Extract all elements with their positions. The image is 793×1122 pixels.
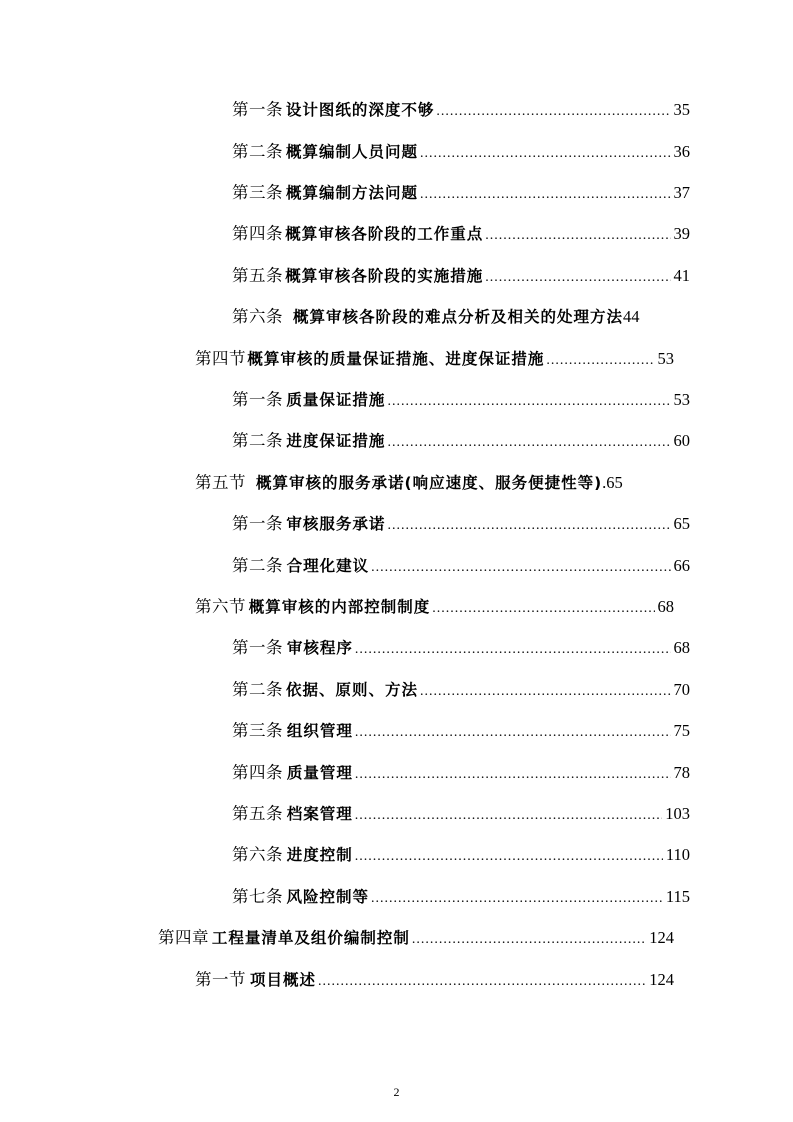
toc-entry-number: 第二条 — [232, 556, 283, 575]
toc-entry[interactable] — [195, 347, 674, 371]
toc-entry-number: 第四节 — [195, 349, 246, 368]
toc-entry-title: 概算审核的服务承诺(响应速度、服务便捷性等) — [256, 474, 603, 492]
toc-entry[interactable] — [232, 636, 690, 660]
toc-leader-dots — [485, 266, 670, 290]
toc-leader-dots — [432, 597, 654, 621]
toc-entry-number: 第五条 — [232, 804, 283, 823]
toc-entry-title: 进度保证措施 — [286, 432, 386, 450]
toc-entry-page: 37 — [673, 183, 690, 202]
toc-entry-page: 44 — [623, 307, 640, 326]
toc-leader-dots — [318, 970, 646, 994]
toc-entry-page: 103 — [665, 804, 690, 823]
toc-entry-page: 110 — [665, 845, 690, 864]
toc-entry-page: 75 — [673, 721, 690, 740]
toc-entry-number: 第二条 — [232, 431, 283, 450]
toc-entry-title: 项目概述 — [249, 971, 316, 989]
toc-entry[interactable] — [232, 885, 690, 909]
toc-leader-dots — [387, 431, 670, 455]
toc-entry-number: 第三条 — [232, 183, 283, 202]
toc-leader-dots — [387, 514, 670, 538]
toc-entry-page: 124 — [649, 928, 674, 947]
toc-leader-dots — [485, 224, 670, 248]
toc-entry-title: 质量保证措施 — [286, 391, 386, 409]
toc-entry-title: 依据、原则、方法 — [286, 681, 419, 699]
toc-entry-page: .65 — [602, 473, 623, 492]
toc-entry-title: 组织管理 — [286, 722, 353, 740]
toc-entry-title: 概算审核各阶段的实施措施 — [285, 267, 484, 285]
toc-entry-number: 第七条 — [232, 887, 283, 906]
toc-entry[interactable] — [232, 98, 690, 122]
toc-entry-number: 第一条 — [232, 638, 283, 657]
toc-entry[interactable] — [232, 554, 690, 578]
toc-leader-dots — [355, 845, 663, 869]
toc-entry-number: 第五条 — [232, 266, 283, 285]
toc-entry-title: 审核程序 — [286, 639, 353, 657]
toc-entry-page: 68 — [657, 597, 674, 616]
toc-entry-title: 质量管理 — [286, 764, 353, 782]
toc-entry-title: 概算编制方法问题 — [286, 184, 419, 202]
toc-entry-title: 工程量清单及组价编制控制 — [211, 929, 410, 947]
toc-entry[interactable] — [232, 140, 690, 164]
toc-entry-number: 第六节 — [195, 597, 246, 616]
toc-entry-page: 53 — [657, 349, 674, 368]
toc-entry-page: 39 — [673, 224, 690, 243]
toc-entry-title: 风险控制等 — [286, 888, 370, 906]
toc-entry[interactable] — [232, 264, 690, 288]
toc-entry-page: 68 — [673, 638, 690, 657]
toc-entry-page: 66 — [673, 556, 690, 575]
toc-entry[interactable] — [232, 719, 690, 743]
toc-leader-dots — [355, 638, 671, 662]
toc-entry-page: 36 — [673, 142, 690, 161]
toc-entry-page: 53 — [673, 390, 690, 409]
toc-entry[interactable] — [232, 388, 690, 412]
toc-entry-page: 41 — [673, 266, 690, 285]
toc-entry-page: 35 — [673, 100, 690, 119]
toc-entry-page: 78 — [673, 763, 690, 782]
toc-entry-title: 设计图纸的深度不够 — [285, 101, 435, 119]
toc-leader-dots — [355, 763, 671, 787]
toc-entry-title: 概算审核各阶段的工作重点 — [285, 225, 484, 243]
toc-entry-title: 概算编制人员问题 — [286, 143, 419, 161]
toc-entry-number: 第一条 — [232, 390, 283, 409]
toc-leader-dots — [371, 556, 670, 580]
toc-entry-number: 第一条 — [232, 514, 283, 533]
toc-entry[interactable] — [232, 678, 690, 702]
toc-entry-title: 进度控制 — [286, 846, 353, 864]
footer-page-number: 2 — [393, 1085, 400, 1099]
toc-entry-title: 合理化建议 — [286, 557, 370, 575]
toc-leader-dots — [412, 928, 646, 952]
toc-entry-number: 第四条 — [232, 763, 283, 782]
toc-entry-number: 第一节 — [195, 970, 246, 989]
toc-entry[interactable] — [232, 761, 690, 785]
toc-entry-number: 第三条 — [232, 721, 283, 740]
toc-leader-dots — [420, 680, 670, 704]
toc-entry[interactable] — [195, 968, 674, 992]
toc-entry[interactable] — [195, 471, 674, 495]
toc-entry-number: 第四条 — [232, 224, 283, 243]
toc-leader-dots — [355, 804, 663, 828]
toc-entry[interactable] — [232, 843, 690, 867]
toc-entry-page: 60 — [673, 431, 690, 450]
toc-entry-number: 第四章 — [158, 928, 209, 947]
toc-entry-number: 第二条 — [232, 680, 283, 699]
toc-leader-dots — [387, 390, 670, 414]
toc-entry[interactable] — [232, 512, 690, 536]
toc-entry[interactable] — [232, 181, 690, 205]
toc-entry-number: 第五节 — [195, 473, 246, 492]
toc-leader-dots — [546, 349, 654, 373]
toc-entry-page: 65 — [673, 514, 690, 533]
toc-entry-number: 第二条 — [232, 142, 283, 161]
toc-leader-dots — [355, 721, 671, 745]
toc-leader-dots — [420, 183, 670, 207]
toc-entry[interactable] — [232, 222, 690, 246]
toc-entry-page: 70 — [673, 680, 690, 699]
toc-entry-title: 概算审核各阶段的难点分析及相关的处理方法 — [293, 308, 624, 326]
toc-entry-number: 第六条 — [232, 845, 283, 864]
toc-entry-number: 第六条 — [232, 307, 283, 326]
toc-entry[interactable] — [232, 429, 690, 453]
toc-entry[interactable] — [232, 802, 690, 826]
toc-leader-dots — [371, 887, 663, 911]
toc-entry[interactable] — [158, 926, 674, 950]
toc-entry-page: 115 — [665, 887, 690, 906]
toc-entry-page-number: 65 — [606, 473, 623, 492]
toc-entry-title: 档案管理 — [286, 805, 353, 823]
toc-entry[interactable] — [232, 305, 690, 329]
toc-entry-title: 概算审核的质量保证措施、进度保证措施 — [247, 350, 545, 368]
toc-entry-title: 概算审核的内部控制制度 — [248, 598, 431, 616]
toc-entry-number: 第一条 — [232, 100, 283, 119]
toc-entry-page: 124 — [649, 970, 674, 989]
toc-leader-dots — [420, 142, 670, 166]
toc-entry[interactable] — [195, 595, 674, 619]
toc-leader-dots — [436, 100, 670, 124]
toc-entry-title: 审核服务承诺 — [286, 515, 386, 533]
